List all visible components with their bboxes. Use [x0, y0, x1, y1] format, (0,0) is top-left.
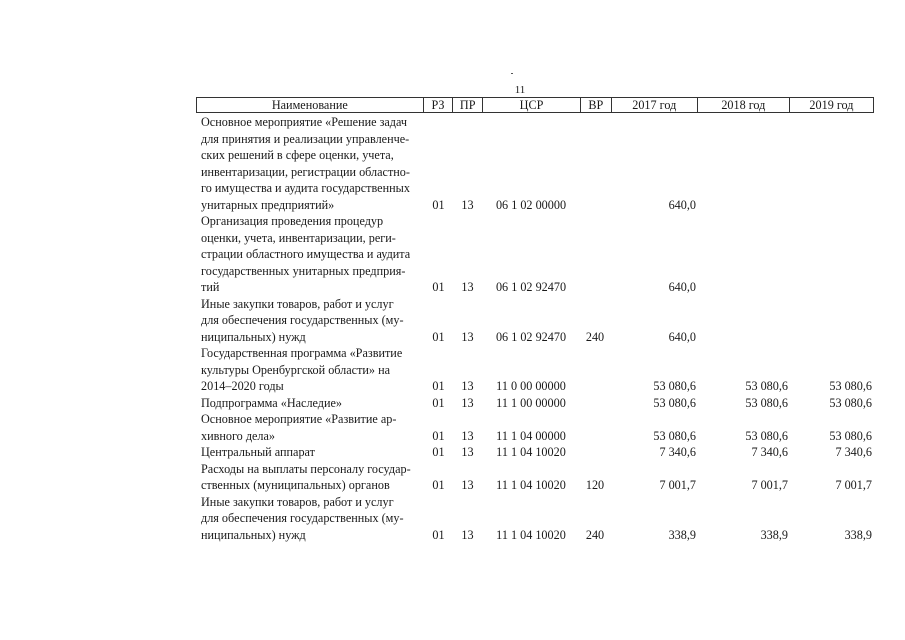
row-pr: 13	[461, 197, 474, 212]
table-row	[196, 213, 874, 296]
row-2018: 7 340,6	[751, 445, 788, 459]
row-pr: 13	[461, 329, 474, 344]
table-row	[196, 461, 874, 494]
header-name: Наименование	[197, 98, 424, 112]
row-2019: 7 340,6	[835, 445, 872, 459]
row-pr: 13	[461, 395, 474, 410]
row-csr: 11 1 04 10020	[496, 527, 566, 542]
row-csr: 06 1 02 00000	[495, 197, 567, 212]
row-2018: 338,9	[760, 527, 788, 542]
row-2019: 53 080,6	[829, 379, 872, 393]
row-rz: 01	[432, 527, 445, 542]
table-row	[196, 411, 874, 444]
row-pr: 13	[461, 280, 474, 294]
row-csr: 11 0 00 00000	[496, 379, 566, 393]
row-name: Основное мероприятие «Решение задач для принятия и реализации управленче- ских решений в сфере оценки, учета, инвентаризации, регистрации областно- го имущества и аудита государственных унитарных предприятий»	[201, 115, 410, 212]
table-row	[196, 494, 874, 544]
row-rz: 01	[432, 445, 445, 459]
row-name: Иные закупки товаров, работ и услуг для обеспечения государственных (му- ниципальных) нужд	[201, 494, 404, 542]
table-body	[196, 114, 874, 543]
header-csr: ЦСР	[483, 98, 581, 112]
row-2017: 7 001,7	[659, 478, 696, 492]
row-2019: 7 001,7	[835, 478, 872, 492]
row-rz: 01	[432, 197, 445, 212]
row-pr: 13	[461, 527, 474, 542]
row-name: Организация проведения процедур оценки, учета, инвентаризации, реги- страции областного имущества и аудита государственных унитарных предприя- тий	[201, 214, 411, 294]
row-vr: 240	[585, 527, 605, 542]
header-vr: ВР	[581, 98, 612, 112]
table-header	[196, 97, 874, 113]
row-rz: 01	[432, 428, 445, 443]
row-rz: 01	[432, 478, 445, 492]
row-name: Расходы на выплаты персоналу государ- ственных (муниципальных) органов	[201, 461, 411, 492]
row-name: Центральный аппарат	[201, 445, 315, 459]
header-rz: РЗ	[424, 98, 454, 112]
table-row	[196, 395, 874, 412]
row-rz: 01	[432, 329, 445, 344]
row-rz: 01	[432, 395, 445, 410]
row-csr: 11 1 04 10020	[496, 445, 566, 459]
row-2017: 338,9	[668, 527, 696, 542]
row-pr: 13	[461, 379, 474, 393]
row-2017: 7 340,6	[659, 445, 696, 459]
row-2017: 640,0	[668, 329, 696, 344]
row-csr: 06 1 02 92470	[495, 280, 567, 294]
row-csr: 11 1 04 00000	[496, 428, 566, 443]
row-vr: 240	[585, 329, 605, 344]
header-2019: 2019 год	[809, 98, 854, 112]
row-2017: 640,0	[668, 197, 696, 212]
page-number: 11	[514, 84, 526, 96]
row-2018: 7 001,7	[751, 478, 788, 492]
row-name: Государственная программа «Развитие культуры Оренбургской области» на 2014–2020 годы	[201, 346, 403, 393]
row-pr: 13	[461, 478, 474, 492]
table-row	[196, 345, 874, 395]
header-pr: ПР	[453, 98, 483, 112]
row-rz: 01	[432, 280, 445, 294]
row-rz: 01	[432, 379, 445, 393]
row-2017: 53 080,6	[653, 428, 696, 443]
row-csr: 11 1 00 00000	[496, 395, 566, 410]
row-2017: 53 080,6	[653, 395, 696, 410]
table-row	[196, 444, 874, 461]
row-2018: 53 080,6	[745, 428, 788, 443]
row-2017: 53 080,6	[653, 379, 696, 393]
header-2017: 2017 год	[612, 98, 698, 112]
row-2019: 338,9	[844, 527, 872, 542]
scan-speck	[511, 73, 513, 74]
budget-table	[196, 97, 874, 543]
row-2017: 640,0	[668, 280, 696, 294]
row-name: Основное мероприятие «Развитие ар- хивного дела»	[201, 412, 397, 443]
row-2018: 53 080,6	[745, 379, 788, 393]
row-pr: 13	[461, 428, 474, 443]
row-csr: 06 1 02 92470	[495, 329, 567, 344]
row-2018: 53 080,6	[745, 395, 788, 410]
row-name: Подпрограмма «Наследие»	[201, 395, 343, 410]
row-vr: 120	[585, 478, 605, 492]
row-csr: 11 1 04 10020	[496, 478, 566, 492]
row-2019: 53 080,6	[829, 428, 872, 443]
header-2018: 2018 год	[698, 98, 790, 112]
row-2019: 53 080,6	[829, 395, 872, 410]
row-name: Иные закупки товаров, работ и услуг для обеспечения государственных (му- ниципальных) нужд	[201, 296, 404, 344]
row-pr: 13	[461, 445, 474, 459]
table-row	[196, 296, 874, 346]
table-row	[196, 114, 874, 213]
